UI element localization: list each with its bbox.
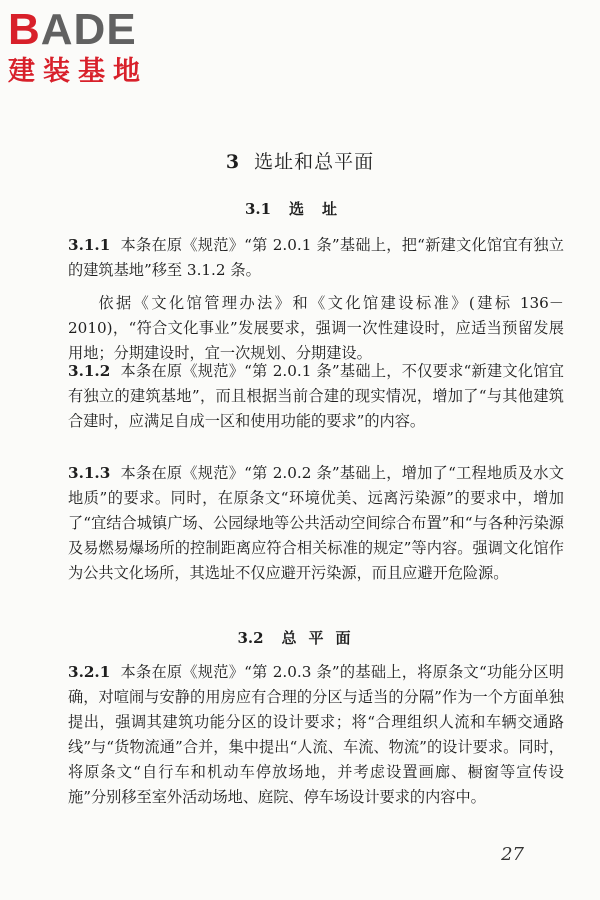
clause-paragraph — [68, 461, 564, 586]
body-paragraph — [68, 291, 564, 366]
logo-subtitle: 建装基地 — [8, 56, 148, 87]
section-title: 选址 — [289, 200, 356, 218]
clause-paragraph — [68, 359, 564, 434]
clause-text: 本条在原《规范》“第 2.0.2 条”基础上，增加了“工程地质及水文地质”的要求。同时，在原条文“环境优美、远离污染源”的要求中，增加了“宜结合城镇广场、公园绿地等公共活动空间综合布置”和“与各种污染源及易燃易爆场所的控制距离应符合相关标准的规定”等内容。强调文化馆作为公共文化场所，其选址不仅应避开污染源，而且应避开危险源。 — [68, 464, 564, 582]
section-heading — [0, 198, 600, 219]
section-title: 总平面 — [281, 629, 363, 647]
section-heading — [0, 627, 600, 648]
section-number: 3.2 — [237, 629, 264, 647]
page-number: 27 — [501, 844, 524, 865]
paragraph-text: 依据《文化馆管理办法》和《文化馆建设标准》(建标 136－2010)，“符合文化事业”发展要求，强调一次性建设时，应适当预留发展用地；分期建设时，宜一次规划、分期建设。 — [68, 294, 564, 362]
clause-number: 3.1.2 — [68, 362, 111, 380]
section-number: 3.1 — [244, 200, 272, 218]
clause-number: 3.1.3 — [68, 464, 111, 482]
chapter-title: 选址和总平面 — [254, 151, 375, 173]
logo — [8, 6, 178, 96]
clause-text: 本条在原《规范》“第 2.0.1 条”基础上，不仅要求“新建文化馆宜有独立的建筑基地”，而且根据当前合建的现实情况，增加了“与其他建筑合建时，应满足自成一区和使用功能的要求”的内容。 — [68, 362, 564, 430]
clause-number: 3.1.1 — [68, 236, 111, 254]
logo-wordmark: BADE — [8, 5, 137, 54]
clause-text: 本条在原《规范》“第 2.0.1 条”基础上，把“新建文化馆宜有独立的建筑基地”移至 3.1.2 条。 — [68, 236, 564, 279]
clause-paragraph — [68, 233, 564, 283]
clause-number: 3.2.1 — [68, 663, 111, 681]
clause-paragraph — [68, 660, 564, 810]
chapter-heading — [0, 147, 600, 174]
chapter-number: 3 — [225, 151, 241, 173]
clause-text: 本条在原《规范》“第 2.0.3 条”的基础上，将原条文“功能分区明确，对喧闹与安静的用房应有合理的分区与适当的分隔”作为一个方面单独提出，强调其建筑功能分区的设计要求；将“合理组织人流和车辆交通路线”与“货物流通”合并，集中提出“人流、车流、物流”的设计要求。同时，将原条文“自行车和机动车停放场地，并考虑设置画廊、橱窗等宣传设施”分别移至室外活动场地、庭院、停车场设计要求的内容中。 — [68, 663, 564, 806]
